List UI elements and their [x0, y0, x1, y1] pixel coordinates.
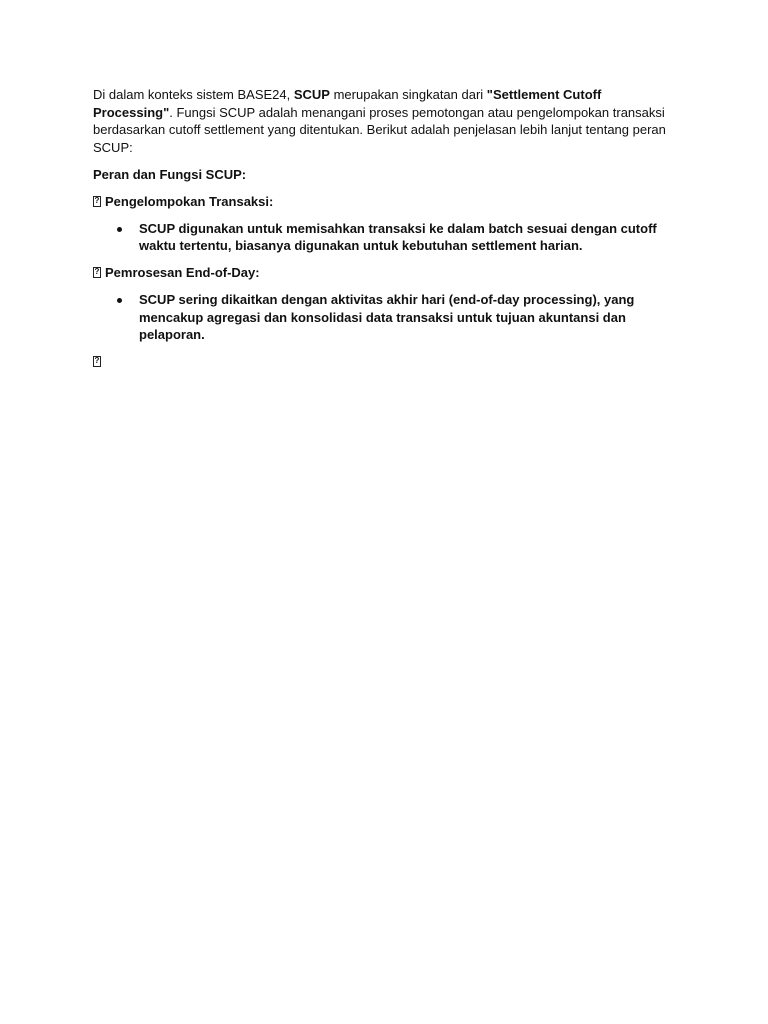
intro-text-2: merupakan singkatan dari — [329, 87, 487, 102]
scup-expansion: "Settlement Cutoff Processing" — [93, 87, 602, 120]
document-page — [93, 86, 683, 380]
bullet-list-2 — [93, 291, 683, 344]
bullet-list-1 — [93, 220, 683, 255]
list-item: SCUP digunakan untuk memisahkan transaksi ke dalam batch sesuai dengan cutoff waktu tertentu, biasanya digunakan untuk kebutuhan settlement harian. — [139, 220, 683, 255]
intro-text-1: Di dalam konteks sistem BASE24, — [93, 87, 294, 102]
section-title: Peran dan Fungsi SCUP: — [93, 166, 247, 182]
item-heading-2-text: Pemrosesan End-of-Day: — [105, 265, 260, 280]
item-heading-1 — [93, 193, 683, 211]
list-item: SCUP sering dikaitkan dengan aktivitas akhir hari (end-of-day processing), yang mencakup agregasi dan konsolidasi data transaksi untuk tujuan akuntansi dan pelaporan. — [139, 291, 683, 344]
missing-glyph-icon — [93, 267, 101, 278]
trailing-glyph-line — [93, 353, 683, 371]
intro-text-3: . Fungsi SCUP adalah menangani proses pemotongan atau pengelompokan transaksi berdasarkan cutoff settlement yang ditentukan. Berikut adalah penjelasan lebih lanjut tentang peran SCUP: — [93, 104, 666, 155]
intro-paragraph — [93, 86, 683, 156]
item-heading-2 — [93, 264, 683, 282]
missing-glyph-icon — [93, 196, 101, 207]
item-heading-1-text: Pengelompokan Transaksi: — [105, 193, 274, 209]
missing-glyph-icon — [93, 356, 101, 367]
scup-term: SCUP — [293, 87, 330, 102]
